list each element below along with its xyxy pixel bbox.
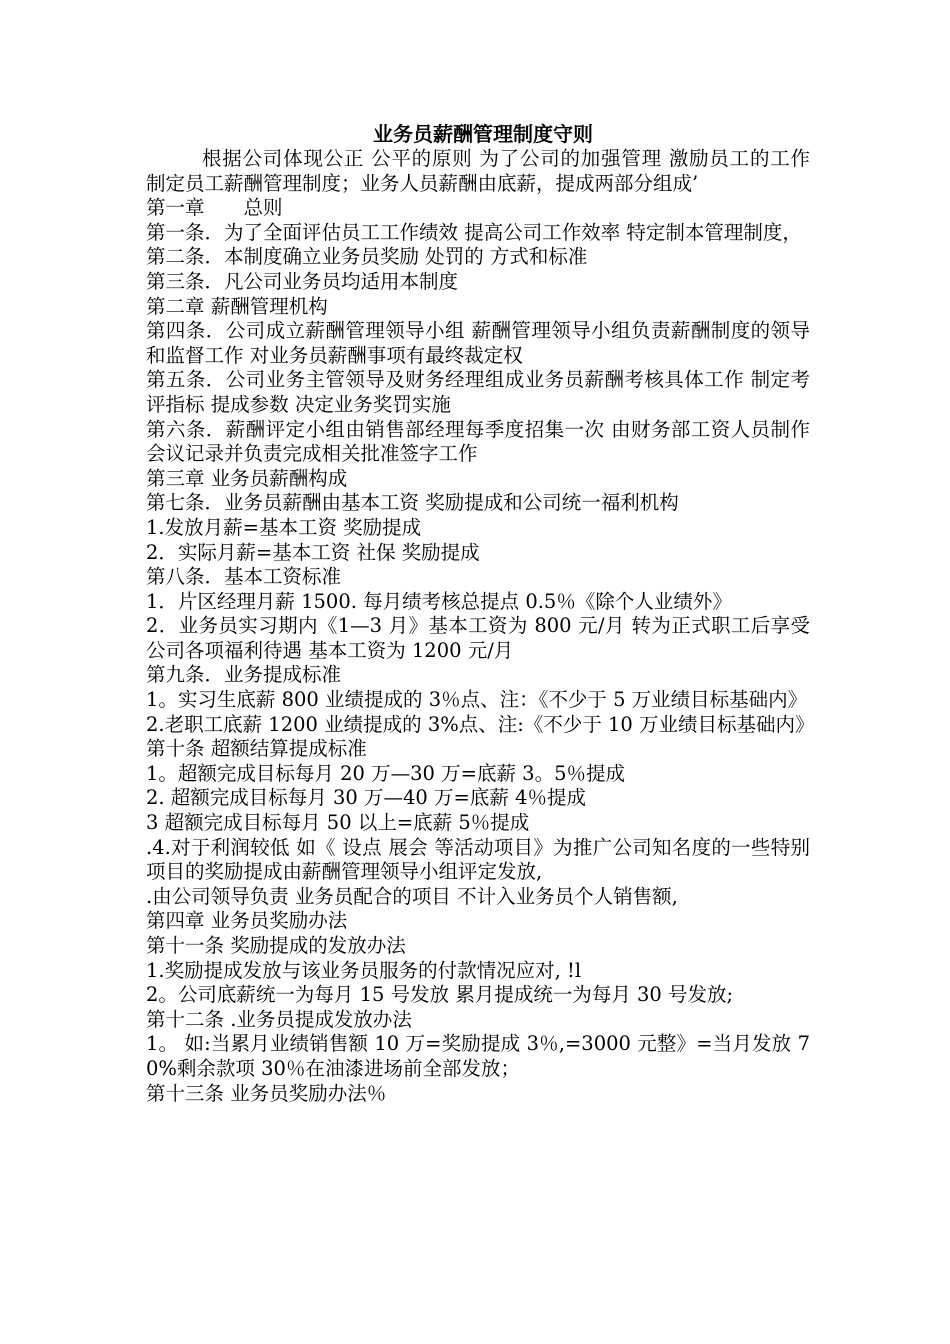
- paragraph: 第三条．凡公司业务员均适用本制度: [146, 269, 459, 293]
- paragraph: 第二章 薪酬管理机构: [146, 294, 328, 318]
- paragraph: .4.对于利润较低 如《 设点 展会 等活动项目》为推广公司知名度的一些特别项目的奖励提成由薪酬管理领导小组评定发放,: [146, 835, 810, 884]
- paragraph: 第四章 业务员奖励办法: [146, 909, 348, 933]
- paragraph: 第八条．基本工资标准: [146, 565, 342, 589]
- paragraph: .由公司领导负责 业务员配合的项目 不计入业务员个人销售额,: [146, 884, 678, 908]
- document-page: [146, 122, 815, 1106]
- paragraph: 根据公司体现公正 公平的原则 为了公司的加强管理 激励员工的工作 制定员工薪酬管理制度；业务人员薪酬由底薪，提成两部分组成’: [146, 147, 810, 195]
- document-body: [146, 147, 815, 1106]
- paragraph: 第十三条 业务员奖励办法％: [146, 1081, 387, 1105]
- paragraph: 2．实际月薪=基本工资 社保 奖励提成: [146, 540, 480, 564]
- paragraph: 1.奖励提成发放与该业务员服务的付款情况应对, !l: [146, 958, 582, 982]
- paragraph: 2．业务员实习期内《1—3 月》基本工资为 800 元/月 转为正式职工后享受公司各项福利待遇 基本工资为 1200 元/月: [146, 614, 810, 662]
- paragraph: 2.老职工底薪 1200 业绩提成的 3%点、注:《不少于 10 万业绩目标基础内》: [146, 712, 815, 736]
- paragraph: 第六条．薪酬评定小组由销售部经理每季度招集一次 由财务部工资人员制作会议记录并负责完成相关批准签字工作: [146, 417, 810, 466]
- paragraph: 1．片区经理月薪 1500. 每月绩考核总提点 0.5％《除个人业绩外》: [146, 589, 732, 613]
- paragraph: 第二条．本制度确立业务员奖励 处罚的 方式和标准: [146, 245, 588, 269]
- paragraph: 2. 超额完成目标每月 30 万—40 万=底薪 4％提成: [146, 786, 586, 810]
- paragraph: 第一条．为了全面评估员工工作绩效 提高公司工作效率 特定制本管理制度，: [146, 220, 802, 244]
- paragraph: 第一章 总则: [146, 196, 283, 220]
- paragraph: 第十条 超额结算提成标准: [146, 737, 367, 761]
- paragraph: 2。公司底薪统一为每月 15 号发放 累月提成统一为每月 30 号发放;: [146, 983, 734, 1007]
- paragraph: 3 超额完成目标每月 50 以上=底薪 5％提成: [146, 811, 530, 835]
- paragraph: 1。超额完成目标每月 20 万—30 万=底薪 3。5％提成: [146, 761, 625, 785]
- paragraph: 1.发放月薪=基本工资 奖励提成: [146, 515, 422, 539]
- paragraph: 第七条．业务员薪酬由基本工资 奖励提成和公司统一福利机构: [146, 491, 679, 515]
- paragraph: 第五条．公司业务主管领导及财务经理组成业务员薪酬考核具体工作 制定考评指标 提成参数 决定业务奖罚实施: [146, 368, 810, 416]
- paragraph: 1。实习生底薪 800 业绩提成的 3％点、注：《不少于 5 万业绩目标基础内》: [146, 688, 808, 712]
- paragraph: 第三章 业务员薪酬构成: [146, 466, 348, 490]
- paragraph: 第九条．业务提成标准: [146, 663, 342, 687]
- paragraph: 1。 如:当累月业绩销售额 10 万=奖励提成 3％,=3000 元整》=当月发放 70%剩余款项 30％在油漆进场前全部发放；: [146, 1032, 810, 1080]
- paragraph: 第十二条 .业务员提成发放办法: [146, 1007, 412, 1031]
- document-title: 业务员薪酬管理制度守则: [373, 122, 593, 146]
- paragraph: 第四条．公司成立薪酬管理领导小组 薪酬管理领导小组负责薪酬制度的领导和监督工作 对业务员薪酬事项有最终裁定权: [146, 319, 810, 367]
- paragraph: 第十一条 奖励提成的发放办法: [146, 934, 406, 957]
